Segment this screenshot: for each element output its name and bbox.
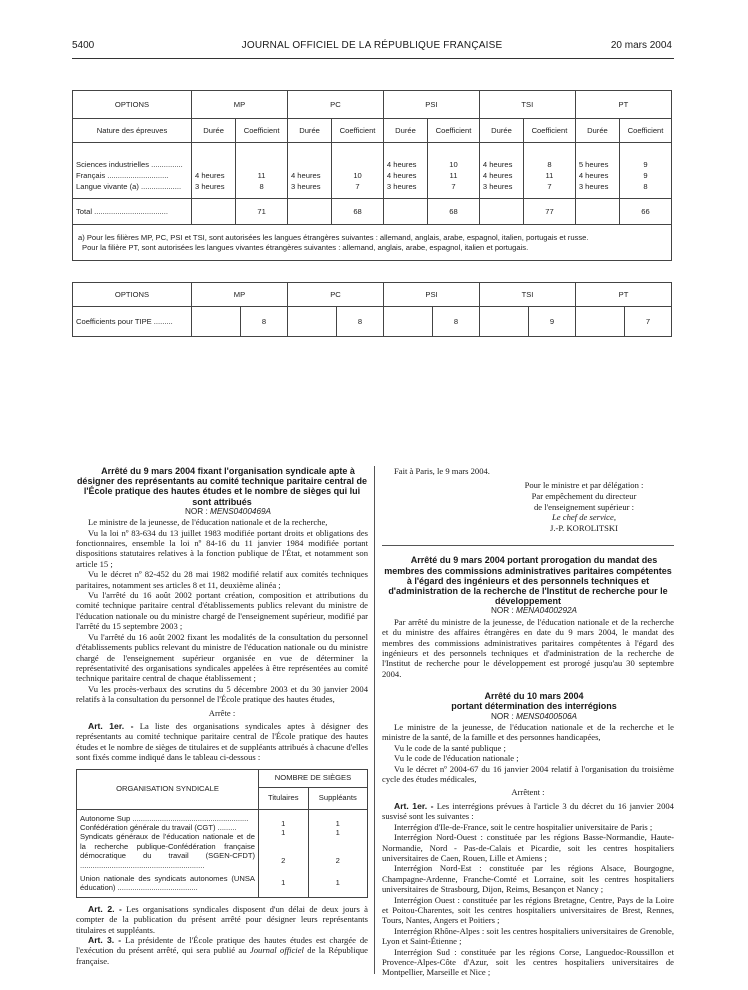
- filiere-header: PT: [575, 91, 671, 119]
- arretent-label: Arrêtent :: [511, 787, 545, 798]
- paragraph: Vu la loi nº 83-634 du 13 juillet 1983 modifiée portant droits et obligations des fonctionnaires, ensemble la loi nº 84-16 du 11 janvier 1984 modifiée portant dispositions statutaires relatives à la fonction publique de l'État, et notamment son article 15 ;: [76, 527, 368, 569]
- paragraph: Vu l'arrêté du 16 août 2002 portant création, composition et attributions du comité technique paritaire central d'établissements publics relevant du ministre de l'éducation nationale ou du ministre chargé de l'enseignement supérieur, modifié par l'arrêté du 15 septembre 2003 ;: [76, 590, 368, 632]
- article-2: Art. 2. - Les organisations syndicales disposent d'un délai de deux jours à compter de la publication du présent arrêté pour désigner leurs représentants titulaires et suppléants.: [76, 903, 368, 935]
- tipe-value: 8: [337, 307, 384, 337]
- row-label: Français .............................: [76, 171, 169, 180]
- cell-duree: 4 heures 4 heures 3 heures: [479, 143, 523, 199]
- org-header: ORGANISATION SYNDICALE: [77, 769, 259, 809]
- cell-duree: 4 heures 3 heures: [192, 143, 236, 199]
- article-1: Art. 1er. - La liste des organisations syndicales aptes à désigner des représentants au comité technique paritaire central de l'École pratique des hautes études et le nombre de sièges de titulaires et de suppléants attribués à chacune d'elles sont fixés comme indiqué dans le tableau ci-dessous :: [76, 720, 368, 763]
- filiere-header: TSI: [480, 283, 576, 307]
- filiere-header: PC: [288, 283, 384, 307]
- coef-header: Coefficient: [236, 119, 288, 143]
- page-header: [72, 40, 672, 56]
- coef-header: Coefficient: [428, 119, 480, 143]
- arrete-title: Arrêté du 9 mars 2004 fixant l'organisation syndicale apte à désigner des représentants au comité technique paritaire central de l'École pratique des hautes études et le nombre de sièges qui lui sont attribués: [76, 466, 368, 507]
- paragraph: Vu l'arrêté du 16 août 2002 fixant les modalités de la consultation du personnel d'établissements publics relevant du ministre de l'éducation nationale ou du ministre chargé de l'enseignement supérieur organisée en vue de déterminer la représentativité des organisations syndicales appelées à être représentées au comité technique paritaire central de chaque établissement ;: [76, 631, 368, 684]
- total-value: 68: [332, 199, 384, 225]
- table-notes: [73, 225, 672, 261]
- tipe-value: 8: [433, 307, 480, 337]
- section-rule: [382, 545, 674, 547]
- total-value: 71: [236, 199, 288, 225]
- tipe-table: [72, 282, 672, 337]
- suppleants-header: Suppléants: [308, 787, 367, 809]
- article-3: Art. 3. - La présidente de l'École pratique des hautes études est chargée de l'exécution du présent arrêté, qui sera publié au Journal officiel de la République française.: [76, 935, 368, 966]
- org-name: Autonome Sup .......................................................: [80, 813, 249, 823]
- seat-orgs: [77, 809, 259, 897]
- nombre-header: NOMBRE DE SIÈGES: [259, 769, 368, 787]
- nor-ref: NOR : MENS0400506A: [490, 711, 578, 721]
- duree-header: Durée: [287, 119, 331, 143]
- paragraph: Vu le code de la santé publique ;: [394, 742, 506, 753]
- cell-coef: 10 11 7: [428, 143, 480, 199]
- tipe-value: 9: [529, 307, 576, 337]
- cell-coef: 9 9 8: [620, 143, 672, 199]
- journal-title: JOURNAL OFFICIEL DE LA RÉPUBLIQUE FRANÇAISE: [241, 40, 503, 51]
- coef-header: Coefficient: [524, 119, 576, 143]
- region-item: Interrégion Nord-Ouest : constituée par les régions Basse-Normandie, Haute-Normandie, Nord - Pas-de-Calais et Picardie, soit les centres hospitaliers universitaires de Caen, Rouen, Lille et Amiens ;: [382, 832, 674, 863]
- nor-ref: NOR : MENA0400292A: [490, 606, 578, 616]
- arrete-label: Arrête :: [208, 707, 236, 718]
- total-label: Total ...................................: [73, 199, 192, 225]
- duree-header: Durée: [575, 119, 619, 143]
- note: Pour la filière PT, sont autorisées les langues vivantes étrangères suivantes : allemand, anglais, arabe, espagnol, italien et portugais.: [82, 242, 529, 252]
- tipe-label: Coefficients pour TIPE .........: [73, 307, 192, 337]
- org-name: Syndicats généraux de l'éducation nationale et de la recherche publique-Confédération française démocratique du travail (SGEN-CFDT) ...........................................................: [80, 832, 255, 870]
- total-value: 66: [620, 199, 672, 225]
- duree-header: Durée: [383, 119, 427, 143]
- signature-block: Pour le ministre et par délégation : Par empêchement du directeur de l'enseignement supérieur : Le chef de service, J.-P. KOROLITSKI: [524, 480, 644, 533]
- paragraph: Par arrêté du ministre de la jeunesse, de l'éducation nationale et de la recherche et du ministre des affaires étrangères en date du 9 mars 2004, le mandat des membres des commissions administratives paritaires compétentes à l'égard des ingénieurs et des personnels techniques et d'administration de la recherche de l'Institut de recherche pour le développement est prorogé jusqu'au 30 septembre 2004.: [382, 616, 674, 679]
- left-column: [76, 466, 368, 966]
- cell-coef: 8 11 7: [524, 143, 576, 199]
- row-labels: [73, 143, 192, 199]
- fait-a: Fait à Paris, le 9 mars 2004.: [394, 466, 490, 476]
- cell-duree: 4 heures 3 heures: [287, 143, 331, 199]
- titulaires-values: 1 1 2 1: [259, 809, 309, 897]
- paragraph: Vu les procès-verbaux des scrutins du 5 décembre 2003 et du 30 janvier 2004 relatifs à la consultation du personnel de l'École pratique des hautes études,: [76, 683, 368, 705]
- options-header: OPTIONS: [73, 283, 192, 307]
- header-rule: [72, 58, 674, 59]
- org-name: Confédération générale du travail (CGT) .........: [80, 822, 237, 832]
- paragraph: Le ministre de la jeunesse, de l'éducation nationale et de la recherche,: [88, 517, 328, 528]
- cell-duree: 4 heures 4 heures 3 heures: [383, 143, 427, 199]
- note: a) Pour les filières MP, PC, PSI et TSI, sont autorisées les langues étrangères suivantes : allemand, anglais, arabe, espagnol, italien, portugais et russe.: [78, 232, 589, 242]
- paragraph: Le ministre de la jeunesse, de l'éducation nationale et de la recherche et le ministre de la santé, de la famille et des personnes handicapées,: [382, 722, 674, 743]
- filiere-header: MP: [192, 91, 288, 119]
- row-label: Sciences industrielles ...............: [76, 160, 183, 169]
- region-item: Interrégion d'Ile-de-France, soit le centre hospitalier universitaire de Paris ;: [394, 821, 653, 832]
- filiere-header: PSI: [383, 91, 479, 119]
- cell-duree: 5 heures 4 heures 3 heures: [575, 143, 619, 199]
- titulaires-header: Titulaires: [259, 787, 309, 809]
- filiere-header: PSI: [384, 283, 480, 307]
- cell-coef: 11 8: [236, 143, 288, 199]
- arrete-title: Arrêté du 9 mars 2004 portant prorogation du mandat des membres des commissions administratives paritaires compétentes à l'égard des ingénieurs et des personnels techniques et d'administration de la recherche de l'Institut de recherche pour le développement: [384, 555, 672, 607]
- suppleants-values: 1 1 2 1: [308, 809, 367, 897]
- cell-coef: 10 7: [332, 143, 384, 199]
- article-1: Art. 1er. - Les interrégions prévues à l'article 3 du décret du 16 janvier 2004 susvisé sont les suivantes :: [382, 800, 674, 822]
- tipe-value: 8: [241, 307, 288, 337]
- tipe-value: 7: [625, 307, 672, 337]
- duree-header: Durée: [479, 119, 523, 143]
- paragraph: Vu le décret nº 2004-67 du 16 janvier 2004 relatif à l'organisation du troisième cycle des études médicales,: [382, 763, 674, 785]
- total-value: 77: [524, 199, 576, 225]
- nor-ref: NOR : MENS0400469A: [184, 506, 272, 516]
- filiere-header: MP: [192, 283, 288, 307]
- total-value: 68: [428, 199, 480, 225]
- column-divider: [374, 466, 375, 974]
- page-number: 5400: [72, 40, 95, 51]
- arrete-title: Arrêté du 10 mars 2004: [484, 691, 584, 702]
- region-item: Interrégion Ouest : constituée par les régions Bretagne, Centre, Pays de la Loire et Poitou-Charentes, soit les centres hospitaliers universitaires de Brest, Rennes, Tours, Nantes, Angers et Poitiers ;: [382, 894, 674, 926]
- coef-header: Coefficient: [620, 119, 672, 143]
- filiere-header: TSI: [479, 91, 575, 119]
- filiere-header: PT: [576, 283, 672, 307]
- arrete-title: portant détermination des interrégions: [451, 701, 617, 712]
- options-header: OPTIONS: [73, 91, 192, 119]
- filiere-header: PC: [287, 91, 383, 119]
- right-column: [382, 466, 674, 978]
- region-item: Interrégion Sud : constituée par les régions Corse, Languedoc-Roussillon et Provence-Alpes-Côte d'Azur, soit les centres hospitaliers universitaires de Montpellier, Marseille et Nice ;: [382, 946, 674, 978]
- paragraph: Vu le décret nº 82-452 du 28 mai 1982 modifié relatif aux comités techniques paritaires, notamment ses articles 8 et 11, deuxième alinéa ;: [76, 569, 368, 590]
- nature-header: Nature des épreuves: [73, 119, 192, 143]
- exam-table: [72, 90, 672, 261]
- row-label: Langue vivante (a) ...................: [76, 182, 182, 191]
- org-name: Union nationale des syndicats autonomes (UNSA éducation) ......................................: [80, 874, 255, 893]
- region-item: Interrégion Rhône-Alpes : soit les centres hospitaliers universitaires de Grenoble, Lyon et Saint-Étienne ;: [382, 925, 674, 947]
- seats-table: [76, 769, 368, 898]
- paragraph: Vu le code de l'éducation nationale ;: [394, 753, 519, 764]
- issue-date: 20 mars 2004: [610, 40, 672, 51]
- coef-header: Coefficient: [332, 119, 384, 143]
- duree-header: Durée: [192, 119, 236, 143]
- region-item: Interrégion Nord-Est : constituée par les régions Alsace, Bourgogne, Champagne-Ardenne, Franche-Comté et Lorraine, soit les centres hospitaliers universitaires de Strasbourg, Dijon, Reims, Besançon et Nancy ;: [382, 863, 674, 895]
